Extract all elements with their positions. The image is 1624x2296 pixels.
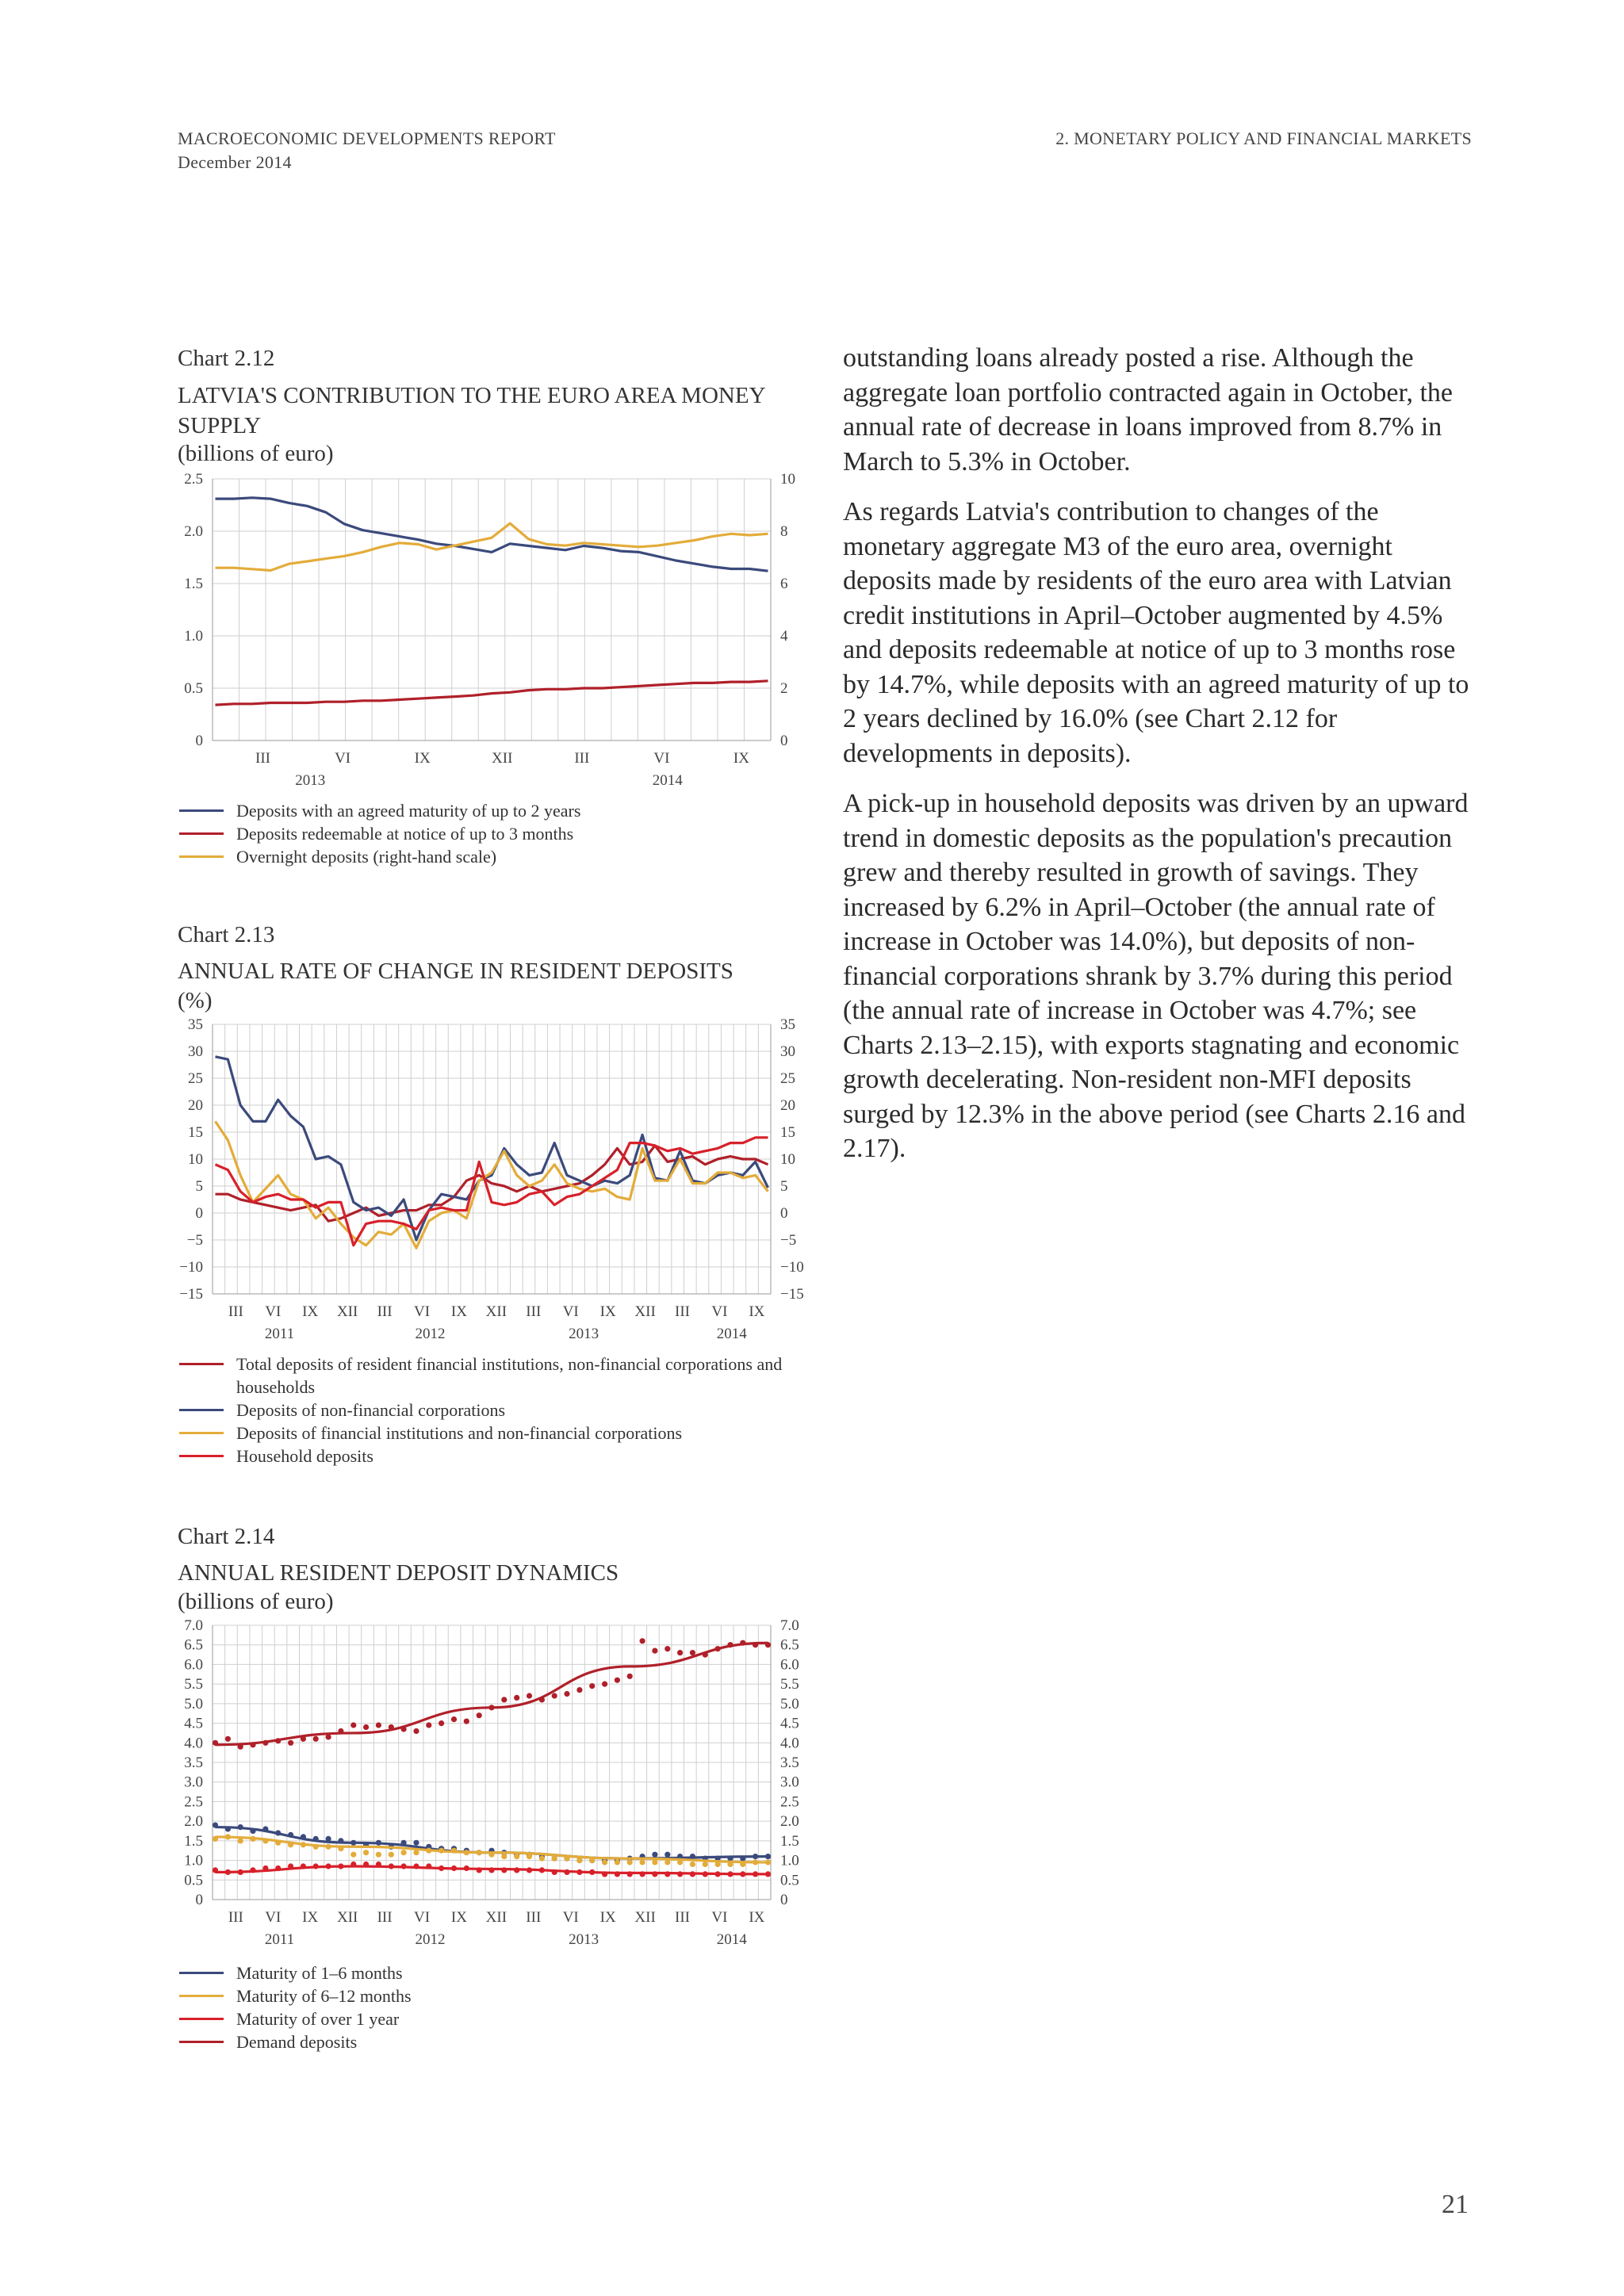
y-tick-right: 4.5 bbox=[780, 1715, 799, 1732]
x-tick-label: IX bbox=[599, 1909, 616, 1926]
data-point bbox=[652, 1852, 657, 1858]
y-tick-left: 2.0 bbox=[184, 1813, 203, 1831]
page-number: 21 bbox=[1442, 2190, 1469, 2219]
x-tick-label: III bbox=[574, 750, 590, 767]
legend-swatch bbox=[179, 1363, 224, 1365]
legend-swatch bbox=[179, 2041, 224, 2043]
y-tick-left: 0.5 bbox=[184, 1872, 203, 1889]
report-date: December 2014 bbox=[178, 152, 292, 172]
chart-2-13-legend bbox=[179, 1353, 814, 1468]
legend-item bbox=[179, 1984, 814, 2007]
data-point bbox=[652, 1859, 657, 1865]
y-tick-left: 0 bbox=[195, 1892, 203, 1908]
y-tick-left: 0 bbox=[195, 733, 203, 749]
legend-swatch bbox=[179, 2018, 224, 2020]
legend-item bbox=[179, 822, 814, 845]
y-tick-right: 5.0 bbox=[780, 1695, 799, 1712]
x-tick-label: VI bbox=[335, 750, 351, 767]
y-tick-right: −15 bbox=[780, 1286, 804, 1303]
y-tick-right: 6.0 bbox=[780, 1656, 799, 1674]
y-tick-left: 2.0 bbox=[184, 523, 203, 540]
y-tick-right: 8 bbox=[780, 523, 788, 540]
x-tick-label: VI bbox=[265, 1303, 282, 1320]
y-tick-left: 35 bbox=[188, 1018, 203, 1033]
data-point bbox=[627, 1859, 633, 1865]
data-point bbox=[426, 1722, 431, 1728]
x-tick-label: XII bbox=[492, 750, 513, 767]
chart-2-14-title: ANNUAL RESIDENT DEPOSIT DYNAMICS bbox=[178, 1560, 619, 1586]
y-tick-left: 3.5 bbox=[184, 1755, 203, 1771]
legend-label: Total deposits of resident financial institutions, non-financial corporations and households bbox=[236, 1354, 783, 1397]
chart-2-12-label: Chart 2.12 bbox=[178, 346, 275, 371]
x-tick-label: XII bbox=[485, 1909, 508, 1926]
y-tick-right: 4 bbox=[780, 628, 788, 645]
section-title: 2. MONETARY POLICY AND FINANCIAL MARKETS bbox=[1055, 128, 1472, 148]
plot-area bbox=[213, 479, 771, 740]
legend-label: Deposits with an agreed maturity of up to 2 years bbox=[236, 801, 581, 821]
legend-swatch bbox=[179, 1455, 224, 1457]
x-year-label: 2011 bbox=[264, 1931, 295, 1948]
x-tick-label: XII bbox=[485, 1303, 508, 1320]
y-tick-left: −15 bbox=[179, 1286, 203, 1303]
y-tick-left: 25 bbox=[188, 1070, 203, 1087]
y-tick-right: 30 bbox=[780, 1043, 795, 1060]
y-tick-right: 3.5 bbox=[780, 1755, 799, 1771]
y-tick-left: −10 bbox=[179, 1259, 203, 1276]
x-tick-label: III bbox=[675, 1303, 691, 1320]
x-tick-label: VI bbox=[711, 1909, 728, 1926]
y-tick-left: 2.5 bbox=[184, 1793, 203, 1811]
data-point bbox=[413, 1728, 419, 1734]
legend-item bbox=[179, 1961, 814, 1984]
data-point bbox=[527, 1693, 532, 1698]
y-tick-right: 3.0 bbox=[780, 1774, 799, 1791]
x-tick-label: IX bbox=[749, 1303, 765, 1320]
x-tick-label: III bbox=[255, 750, 271, 767]
data-point bbox=[350, 1852, 356, 1858]
legend-item bbox=[179, 1399, 814, 1422]
legend-item bbox=[179, 799, 814, 822]
data-point bbox=[539, 1856, 545, 1862]
chart-2-14-label: Chart 2.14 bbox=[178, 1524, 275, 1549]
x-year-label: 2011 bbox=[264, 1326, 295, 1342]
chart-2-12-unit: (billions of euro) bbox=[178, 441, 334, 466]
x-tick-label: XII bbox=[634, 1909, 656, 1926]
data-point bbox=[665, 1852, 670, 1858]
x-tick-label: VI bbox=[711, 1303, 728, 1320]
data-point bbox=[576, 1858, 582, 1863]
y-tick-left: 7.0 bbox=[184, 1619, 203, 1634]
data-point bbox=[363, 1724, 369, 1730]
legend-item bbox=[179, 1353, 814, 1399]
y-tick-right: 10 bbox=[780, 1151, 795, 1168]
data-point bbox=[640, 1859, 645, 1865]
y-tick-right: −10 bbox=[780, 1259, 804, 1276]
legend-item bbox=[179, 1422, 814, 1445]
data-point bbox=[477, 1712, 482, 1718]
x-tick-label: XII bbox=[336, 1909, 358, 1926]
legend-item bbox=[179, 2007, 814, 2030]
x-tick-label: VI bbox=[413, 1909, 431, 1926]
legend-item bbox=[179, 1445, 814, 1468]
y-tick-left: 3.0 bbox=[184, 1774, 203, 1791]
x-tick-label: III bbox=[675, 1909, 691, 1926]
y-tick-left: 1.5 bbox=[184, 576, 203, 592]
data-point bbox=[615, 1678, 620, 1683]
x-tick-label: VI bbox=[413, 1303, 431, 1320]
data-point bbox=[690, 1650, 695, 1655]
y-tick-left: 1.5 bbox=[184, 1832, 203, 1850]
y-tick-right: −5 bbox=[780, 1232, 797, 1249]
data-point bbox=[602, 1682, 607, 1687]
y-tick-left: 0 bbox=[195, 1205, 203, 1222]
x-tick-label: III bbox=[526, 1909, 542, 1926]
x-tick-label: IX bbox=[302, 1303, 319, 1320]
data-point bbox=[552, 1856, 557, 1862]
legend-label: Deposits redeemable at notice of up to 3 months bbox=[236, 824, 574, 844]
data-point bbox=[363, 1850, 369, 1855]
y-tick-left: 2.5 bbox=[184, 473, 203, 488]
y-tick-left: 4.5 bbox=[184, 1715, 203, 1732]
legend-swatch bbox=[179, 1409, 224, 1411]
y-tick-left: 4.0 bbox=[184, 1735, 203, 1752]
legend-swatch bbox=[179, 855, 224, 858]
data-point bbox=[602, 1859, 607, 1865]
y-tick-right: 4.0 bbox=[780, 1735, 799, 1752]
data-point bbox=[464, 1719, 469, 1724]
legend-label: Deposits of non-financial corporations bbox=[236, 1400, 506, 1420]
y-tick-left: 30 bbox=[188, 1043, 203, 1060]
x-tick-label: IX bbox=[749, 1909, 765, 1926]
chart-2-14-plot bbox=[167, 1619, 817, 1952]
data-point bbox=[677, 1650, 683, 1655]
y-tick-left: 20 bbox=[188, 1097, 203, 1114]
data-point bbox=[665, 1646, 670, 1651]
report-title: MACROECONOMIC DEVELOPMENTS REPORT bbox=[178, 128, 556, 148]
x-tick-label: VI bbox=[562, 1303, 579, 1320]
legend-swatch bbox=[179, 1972, 224, 1974]
chart-2-12-plot bbox=[167, 473, 817, 798]
x-tick-label: III bbox=[228, 1909, 243, 1926]
y-tick-right: 10 bbox=[780, 473, 795, 488]
data-point bbox=[640, 1638, 645, 1644]
legend-item bbox=[179, 845, 814, 868]
legend-swatch bbox=[179, 1995, 224, 1997]
x-tick-label: VI bbox=[562, 1909, 579, 1926]
y-tick-right: 2.0 bbox=[780, 1813, 799, 1831]
data-point bbox=[615, 1859, 620, 1865]
y-tick-right: 5 bbox=[780, 1178, 788, 1195]
body-text-column bbox=[843, 341, 1469, 1182]
x-year-label: 2012 bbox=[415, 1931, 446, 1948]
data-point bbox=[439, 1720, 444, 1726]
data-point bbox=[501, 1854, 507, 1859]
y-tick-right: 1.0 bbox=[780, 1852, 799, 1869]
y-tick-right: 2 bbox=[780, 680, 788, 697]
legend-label: Maturity of 6–12 months bbox=[236, 1986, 412, 2006]
data-point bbox=[376, 1722, 381, 1728]
legend-swatch bbox=[179, 832, 224, 835]
data-point bbox=[703, 1862, 708, 1867]
data-point bbox=[589, 1683, 595, 1689]
y-tick-right: 7.0 bbox=[780, 1619, 799, 1634]
x-tick-label: IX bbox=[450, 1909, 467, 1926]
y-tick-left: −5 bbox=[186, 1232, 203, 1249]
x-tick-label: III bbox=[526, 1303, 542, 1320]
y-tick-left: 10 bbox=[188, 1151, 203, 1168]
x-tick-label: IX bbox=[450, 1303, 467, 1320]
data-point bbox=[552, 1693, 557, 1698]
x-tick-label: IX bbox=[414, 750, 431, 767]
x-year-label: 2013 bbox=[569, 1931, 599, 1948]
legend-item bbox=[179, 2030, 814, 2053]
chart-2-13-unit: (%) bbox=[178, 988, 213, 1013]
data-point bbox=[376, 1852, 381, 1858]
y-tick-left: 5.5 bbox=[184, 1676, 203, 1693]
y-tick-right: 20 bbox=[780, 1097, 795, 1114]
y-tick-right: 1.5 bbox=[780, 1832, 799, 1850]
x-year-label: 2013 bbox=[295, 772, 326, 789]
y-tick-right: 0 bbox=[780, 1892, 788, 1908]
data-point bbox=[288, 1740, 293, 1746]
data-point bbox=[389, 1852, 394, 1858]
y-tick-left: 6.5 bbox=[184, 1636, 203, 1654]
data-point bbox=[501, 1697, 507, 1702]
legend-label: Demand deposits bbox=[236, 2032, 358, 2052]
x-tick-label: XII bbox=[336, 1303, 358, 1320]
x-year-label: 2014 bbox=[716, 1326, 747, 1342]
y-tick-right: 2.5 bbox=[780, 1793, 799, 1811]
chart-2-13-label: Chart 2.13 bbox=[178, 922, 275, 947]
legend-label: Maturity of over 1 year bbox=[236, 2009, 400, 2029]
data-point bbox=[514, 1854, 519, 1859]
y-tick-right: 0 bbox=[780, 733, 788, 749]
x-tick-label: III bbox=[377, 1303, 393, 1320]
data-point bbox=[238, 1838, 243, 1843]
y-tick-right: 15 bbox=[780, 1124, 795, 1141]
legend-label: Household deposits bbox=[236, 1446, 373, 1466]
data-point bbox=[451, 1716, 457, 1722]
x-tick-label: IX bbox=[733, 750, 749, 767]
x-tick-label: VI bbox=[265, 1909, 282, 1926]
data-point bbox=[514, 1695, 519, 1701]
x-tick-label: IX bbox=[599, 1303, 616, 1320]
y-tick-left: 5.0 bbox=[184, 1695, 203, 1712]
data-point bbox=[576, 1687, 582, 1693]
y-tick-right: 0.5 bbox=[780, 1872, 799, 1889]
y-tick-right: 0 bbox=[780, 1205, 788, 1222]
data-point bbox=[401, 1850, 407, 1855]
data-point bbox=[652, 1648, 657, 1654]
y-tick-left: 6.0 bbox=[184, 1656, 203, 1674]
data-point bbox=[350, 1722, 356, 1728]
chart-2-13-title: ANNUAL RATE OF CHANGE IN RESIDENT DEPOSITS bbox=[178, 959, 733, 984]
y-tick-right: 5.5 bbox=[780, 1676, 799, 1693]
data-point bbox=[690, 1862, 695, 1867]
x-tick-label: XII bbox=[634, 1303, 656, 1320]
x-year-label: 2014 bbox=[652, 772, 683, 789]
legend-label: Overnight deposits (right-hand scale) bbox=[236, 847, 497, 867]
chart-2-14-legend bbox=[179, 1961, 814, 2053]
data-point bbox=[627, 1674, 633, 1679]
y-tick-right: 6.5 bbox=[780, 1636, 799, 1654]
x-tick-label: VI bbox=[653, 750, 670, 767]
data-point bbox=[413, 1850, 419, 1855]
chart-2-14-unit: (billions of euro) bbox=[178, 1589, 334, 1614]
y-tick-right: 6 bbox=[780, 576, 788, 592]
chart-2-12-title: LATVIA'S CONTRIBUTION TO THE EURO AREA MONEY SUPPLY bbox=[178, 383, 765, 438]
y-tick-left: 5 bbox=[195, 1178, 203, 1195]
y-tick-left: 15 bbox=[188, 1124, 203, 1141]
x-tick-label: IX bbox=[302, 1909, 319, 1926]
x-year-label: 2014 bbox=[716, 1931, 747, 1948]
legend-swatch bbox=[179, 809, 224, 812]
legend-swatch bbox=[179, 1432, 224, 1434]
body-paragraph-1: outstanding loans already posted a rise. Although the aggregate loan portfolio contracted again in October, the annual rate of decrease in loans improved from 8.7% in March to 5.3% in October. bbox=[843, 343, 1453, 476]
legend-label: Maturity of 1–6 months bbox=[236, 1963, 403, 1983]
body-paragraph-2: As regards Latvia's contribution to changes of the monetary aggregate M3 of the euro area, overnight deposits made by residents of the euro area with Latvian credit institutions in April–October augmented by 4.5% and deposits redeemable at notice of up to 3 months rose by 14.7%, while deposits with an agreed maturity of up to 2 years declined by 16.0% (see Chart 2.12 for developments in deposits). bbox=[843, 497, 1469, 768]
y-tick-right: 35 bbox=[780, 1018, 795, 1033]
y-tick-left: 1.0 bbox=[184, 1852, 203, 1869]
data-point bbox=[225, 1736, 231, 1742]
x-year-label: 2013 bbox=[569, 1326, 599, 1342]
y-tick-left: 0.5 bbox=[184, 680, 203, 697]
y-tick-right: 25 bbox=[780, 1070, 795, 1087]
x-tick-label: III bbox=[228, 1303, 243, 1320]
y-tick-left: 1.0 bbox=[184, 628, 203, 645]
chart-2-12-legend bbox=[179, 799, 814, 868]
legend-label: Deposits of financial institutions and non-financial corporations bbox=[236, 1423, 683, 1443]
x-year-label: 2012 bbox=[415, 1326, 446, 1342]
data-point bbox=[564, 1691, 569, 1697]
chart-2-13-plot bbox=[167, 1018, 817, 1351]
body-paragraph-3: A pick-up in household deposits was driven by an upward trend in domestic deposits as the population's precaution grew and thereby resulted in growth of savings. They increased by 6.2% in April–October (the annual rate of increase in October was 14.0%), but deposits of non-financial corporations shrank by 3.7% during this period (the annual rate of increase in October was 4.7%; see Charts 2.13–2.15), with exports stagnating and economic growth decelerating. Non-resident non-MFI deposits surged by 12.3% in the above period (see Charts 2.16 and 2.17). bbox=[843, 789, 1469, 1163]
data-point bbox=[313, 1736, 319, 1742]
x-tick-label: III bbox=[377, 1909, 393, 1926]
data-point bbox=[413, 1840, 419, 1846]
